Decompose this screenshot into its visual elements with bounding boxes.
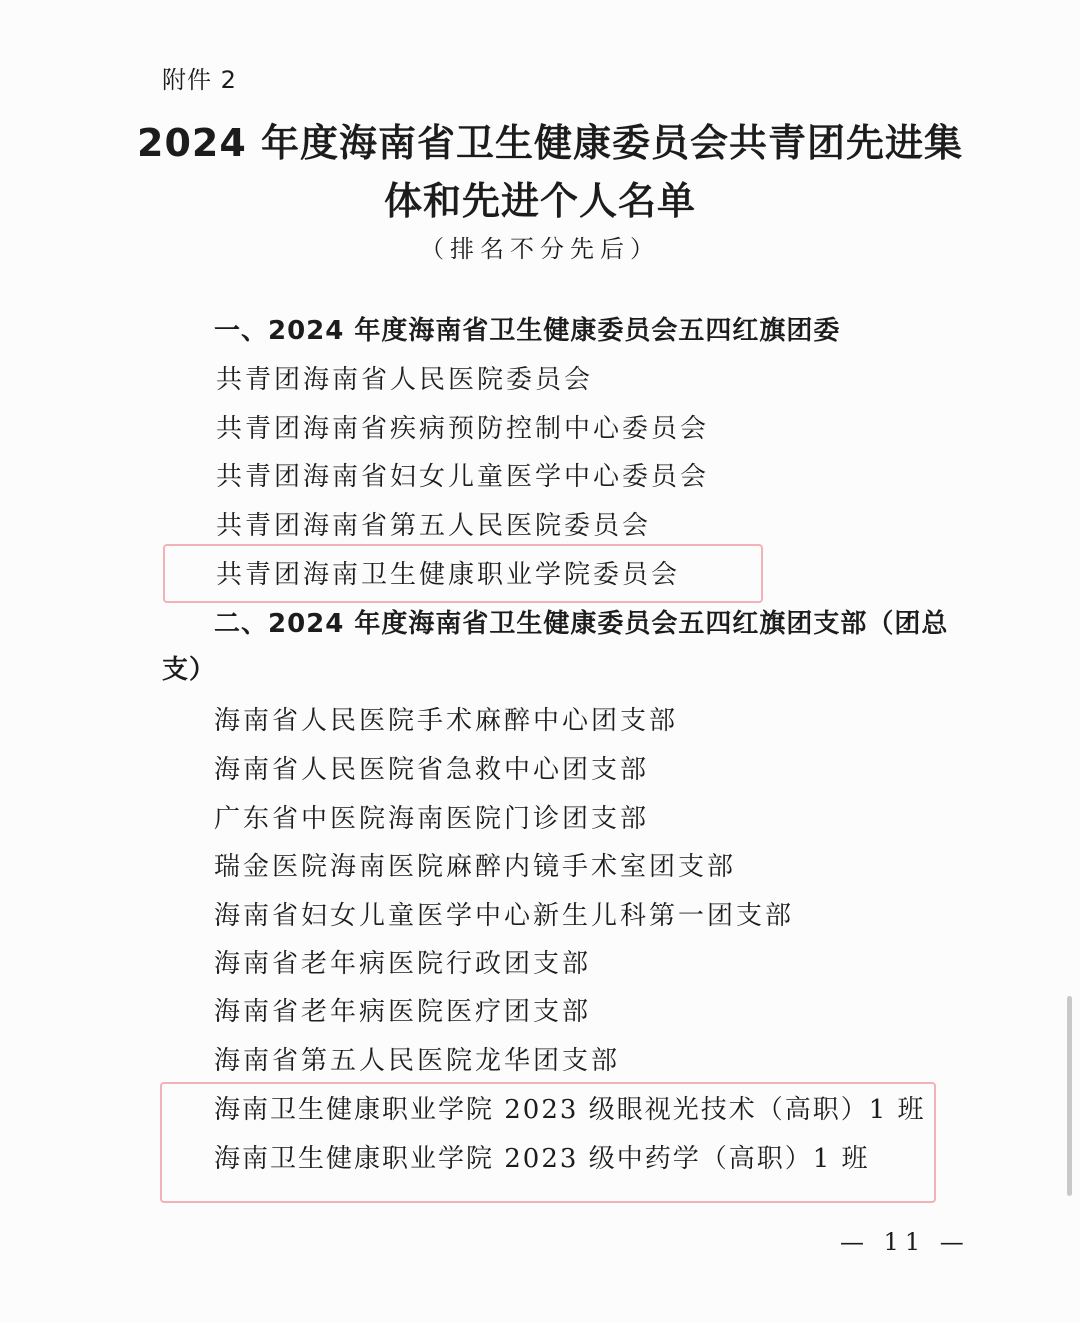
- list-item: 海南卫生健康职业学院 2023 级中药学（高职）1 班: [214, 1144, 870, 1174]
- section1-heading: 一、2024 年度海南省卫生健康委员会五四红旗团委: [214, 316, 841, 346]
- highlight-box-section2: [160, 1082, 936, 1203]
- section2-heading: 二、2024 年度海南省卫生健康委员会五四红旗团支部（团总: [214, 609, 949, 639]
- list-item: 海南省老年病医院医疗团支部: [214, 997, 592, 1027]
- list-item: 共青团海南省妇女儿童医学中心委员会: [216, 462, 710, 492]
- highlight-box-section1: [163, 544, 763, 603]
- list-item: 海南省第五人民医院龙华团支部: [214, 1046, 621, 1076]
- list-item: 海南省老年病医院行政团支部: [214, 949, 592, 979]
- list-item: 共青团海南省人民医院委员会: [216, 365, 594, 395]
- attachment-label: 附件 2: [162, 66, 237, 94]
- list-item: 海南省人民医院省急救中心团支部: [214, 755, 650, 785]
- list-item: 海南省妇女儿童医学中心新生儿科第一团支部: [214, 901, 795, 931]
- list-item: 海南卫生健康职业学院 2023 级眼视光技术（高职）1 班: [214, 1095, 926, 1125]
- scrollbar[interactable]: [1067, 996, 1072, 1196]
- document-title-line1: 2024 年度海南省卫生健康委员会共青团先进集: [137, 121, 963, 165]
- list-item: 瑞金医院海南医院麻醉内镜手术室团支部: [214, 852, 737, 882]
- section2-heading-continued: 支）: [162, 655, 217, 685]
- document-subtitle: （排名不分先后）: [420, 235, 660, 263]
- page-number: — 11 —: [840, 1228, 970, 1256]
- list-item: 共青团海南省第五人民医院委员会: [216, 511, 652, 541]
- list-item: 共青团海南省疾病预防控制中心委员会: [216, 414, 710, 444]
- list-item: 共青团海南卫生健康职业学院委员会: [216, 560, 681, 590]
- list-item: 广东省中医院海南医院门诊团支部: [214, 804, 650, 834]
- document-title-line2: 体和先进个人名单: [383, 179, 696, 223]
- list-item: 海南省人民医院手术麻醉中心团支部: [214, 706, 679, 736]
